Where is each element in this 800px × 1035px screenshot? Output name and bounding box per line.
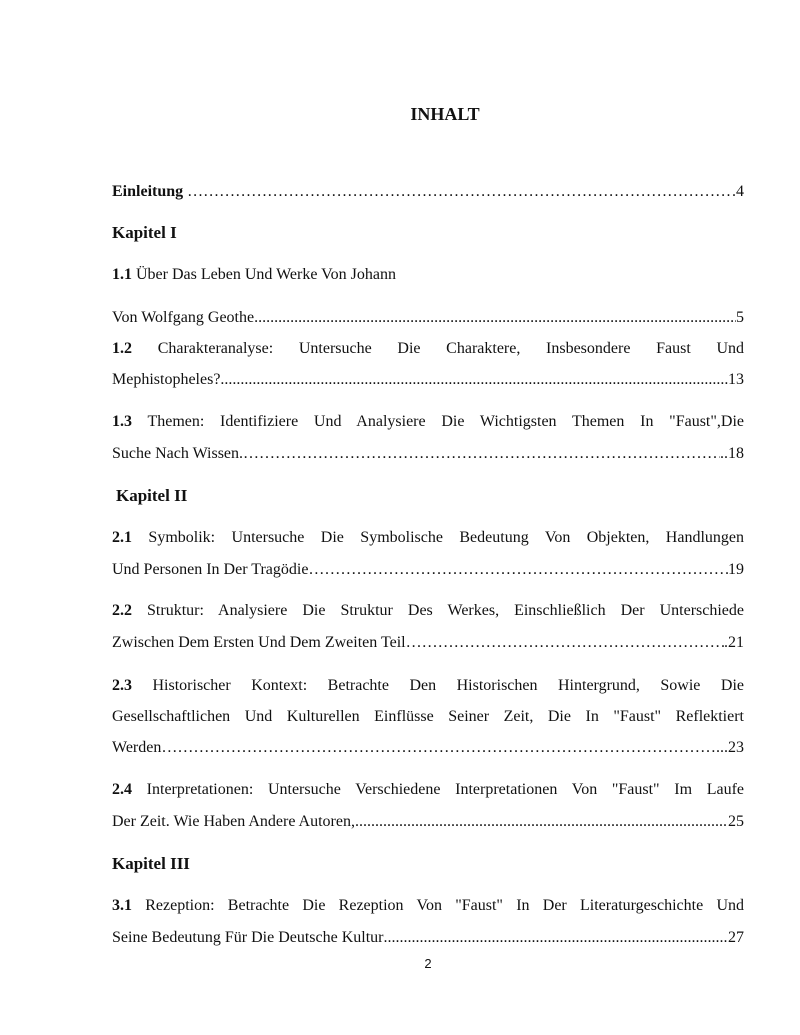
toc-entry-1-3[interactable]: 1.3 Themen: Identifiziere Und Analysiere Die Wichtigsten Themen In "Faust",Die: [112, 413, 744, 430]
chapter-heading-1: Kapitel I: [112, 223, 177, 242]
toc-entry-1-3-cont[interactable]: Suche Nach Wissen. …………………………………………………………………………………………………………………………………………………………………………… ..18: [112, 443, 744, 465]
toc-entry-2-1[interactable]: 2.1 Symbolik: Untersuche Die Symbolische Bedeutung Von Objekten, Handlungen: [112, 529, 744, 546]
chapter-heading-2: Kapitel II: [116, 486, 188, 505]
toc-entry-2-2-cont[interactable]: Zwischen Dem Ersten Und Dem Zweiten Teil …………………………………………………………………………………………………………………………………………………………………………… .21: [112, 632, 744, 654]
toc-entry-1-2-cont[interactable]: Mephistopheles? ..... 13: [112, 369, 744, 391]
toc-entry-1-1-cont[interactable]: Von Wolfgang Geothe ..... 5: [112, 307, 744, 329]
toc-entry-2-2[interactable]: 2.2 Struktur: Analysiere Die Struktur Des Werkes, Einschließlich Der Unterschiede: [112, 602, 744, 619]
toc-entry-2-3-line2[interactable]: Gesellschaftlichen Und Kulturellen Einflüsse Seiner Zeit, Die In "Faust" Reflektiert: [112, 708, 744, 725]
toc-entry-2-3[interactable]: 2.3 Historischer Kontext: Betrachte Den Historischen Hintergrund, Sowie Die: [112, 677, 744, 694]
toc-entry-einleitung[interactable]: Einleitung …………………………………………………………………………………………………………………………………………………………………………… .4: [112, 181, 744, 203]
toc-entry-3-1-cont[interactable]: Seine Bedeutung Für Die Deutsche Kultur ..... 27: [112, 927, 744, 949]
toc-entry-2-4-cont[interactable]: Der Zeit. Wie Haben Andere Autoren, ..... 25: [112, 811, 744, 833]
toc-entry-1-2[interactable]: 1.2 Charakteranalyse: Untersuche Die Charaktere, Insbesondere Faust Und: [112, 340, 744, 357]
toc-entry-2-1-cont[interactable]: Und Personen In Der Tragödie …………………………………………………………………………………………………………………………………………………………………………… 19: [112, 559, 744, 581]
page-number: 2: [424, 956, 432, 971]
toc-entry-2-3-cont[interactable]: Werden …………………………………………………………………………………………………………………………………………………………………………… ...23: [112, 737, 744, 759]
toc-entry-2-4[interactable]: 2.4 Interpretationen: Untersuche Verschiedene Interpretationen Von "Faust" Im Laufe: [112, 781, 744, 798]
chapter-heading-3: Kapitel III: [112, 854, 190, 873]
toc-entry-3-1[interactable]: 3.1 Rezeption: Betrachte Die Rezeption Von "Faust" In Der Literaturgeschichte Und: [112, 897, 744, 914]
page-title: INHALT: [410, 104, 480, 124]
toc-entry-1-1[interactable]: 1.1 Über Das Leben Und Werke Von Johann: [112, 266, 396, 283]
